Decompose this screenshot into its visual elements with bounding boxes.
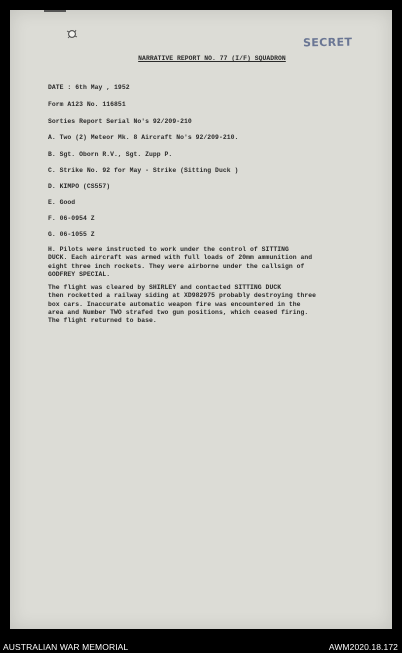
punch-hole-icon [65, 28, 79, 40]
document-page [10, 10, 392, 629]
paragraph-line: The flight returned to base. [48, 317, 157, 325]
item-f: F. 06-0954 Z [48, 215, 95, 222]
paragraph-h [48, 246, 312, 279]
secret-stamp: SECRET [302, 35, 353, 50]
item-e: E. Good [48, 199, 76, 206]
date-line: DATE : 6th May , 1952 [48, 84, 130, 91]
paragraph-line: then rocketted a railway siding at XD982975 probably destroying three [48, 292, 317, 300]
footer-bar [0, 633, 402, 653]
paragraph-line: area and Number TWO strafed two gun positions, which ceased firing. [48, 308, 309, 316]
edge-mark [44, 10, 66, 12]
item-g: G. 06-1055 Z [48, 231, 95, 238]
paragraph-line: eight three inch rockets. They were airborne under the callsign of [48, 262, 305, 270]
item-b: B. Sgt. Oborn R.V., Sgt. Zupp P. [48, 151, 173, 158]
paragraph-line: H. Pilots were instructed to work under the control of SITTING [48, 246, 289, 253]
report-title: NARRATIVE REPORT NO. 77 (I/F) SQUADRON [138, 55, 286, 62]
footer-accession-number: AWM2020.18.172 [328, 642, 398, 652]
item-c: C. Strike No. 92 for May - Strike (Sitting Duck ) [48, 167, 239, 174]
footer-institution: AUSTRALIAN WAR MEMORIAL [3, 642, 129, 652]
paragraph-flight [48, 284, 316, 325]
item-a: A. Two (2) Meteor Mk. 8 Aircraft No's 92/209-210. [48, 134, 239, 141]
paragraph-line: The flight was cleared by SHIRLEY and contacted SITTING DUCK [48, 284, 282, 291]
form-line: Form A123 No. 116851 [48, 101, 126, 108]
sorties-line: Sorties Report Serial No's 92/209-210 [48, 118, 192, 125]
paragraph-line: box cars. Inaccurate automatic weapon fire was encountered in the [48, 300, 301, 308]
item-d: D. KIMPO (CS557) [48, 183, 111, 190]
paragraph-line: GODFREY SPECIAL. [48, 270, 111, 278]
paragraph-line: DUCK. Each aircraft was armed with full loads of 20mm ammunition and [48, 254, 313, 262]
